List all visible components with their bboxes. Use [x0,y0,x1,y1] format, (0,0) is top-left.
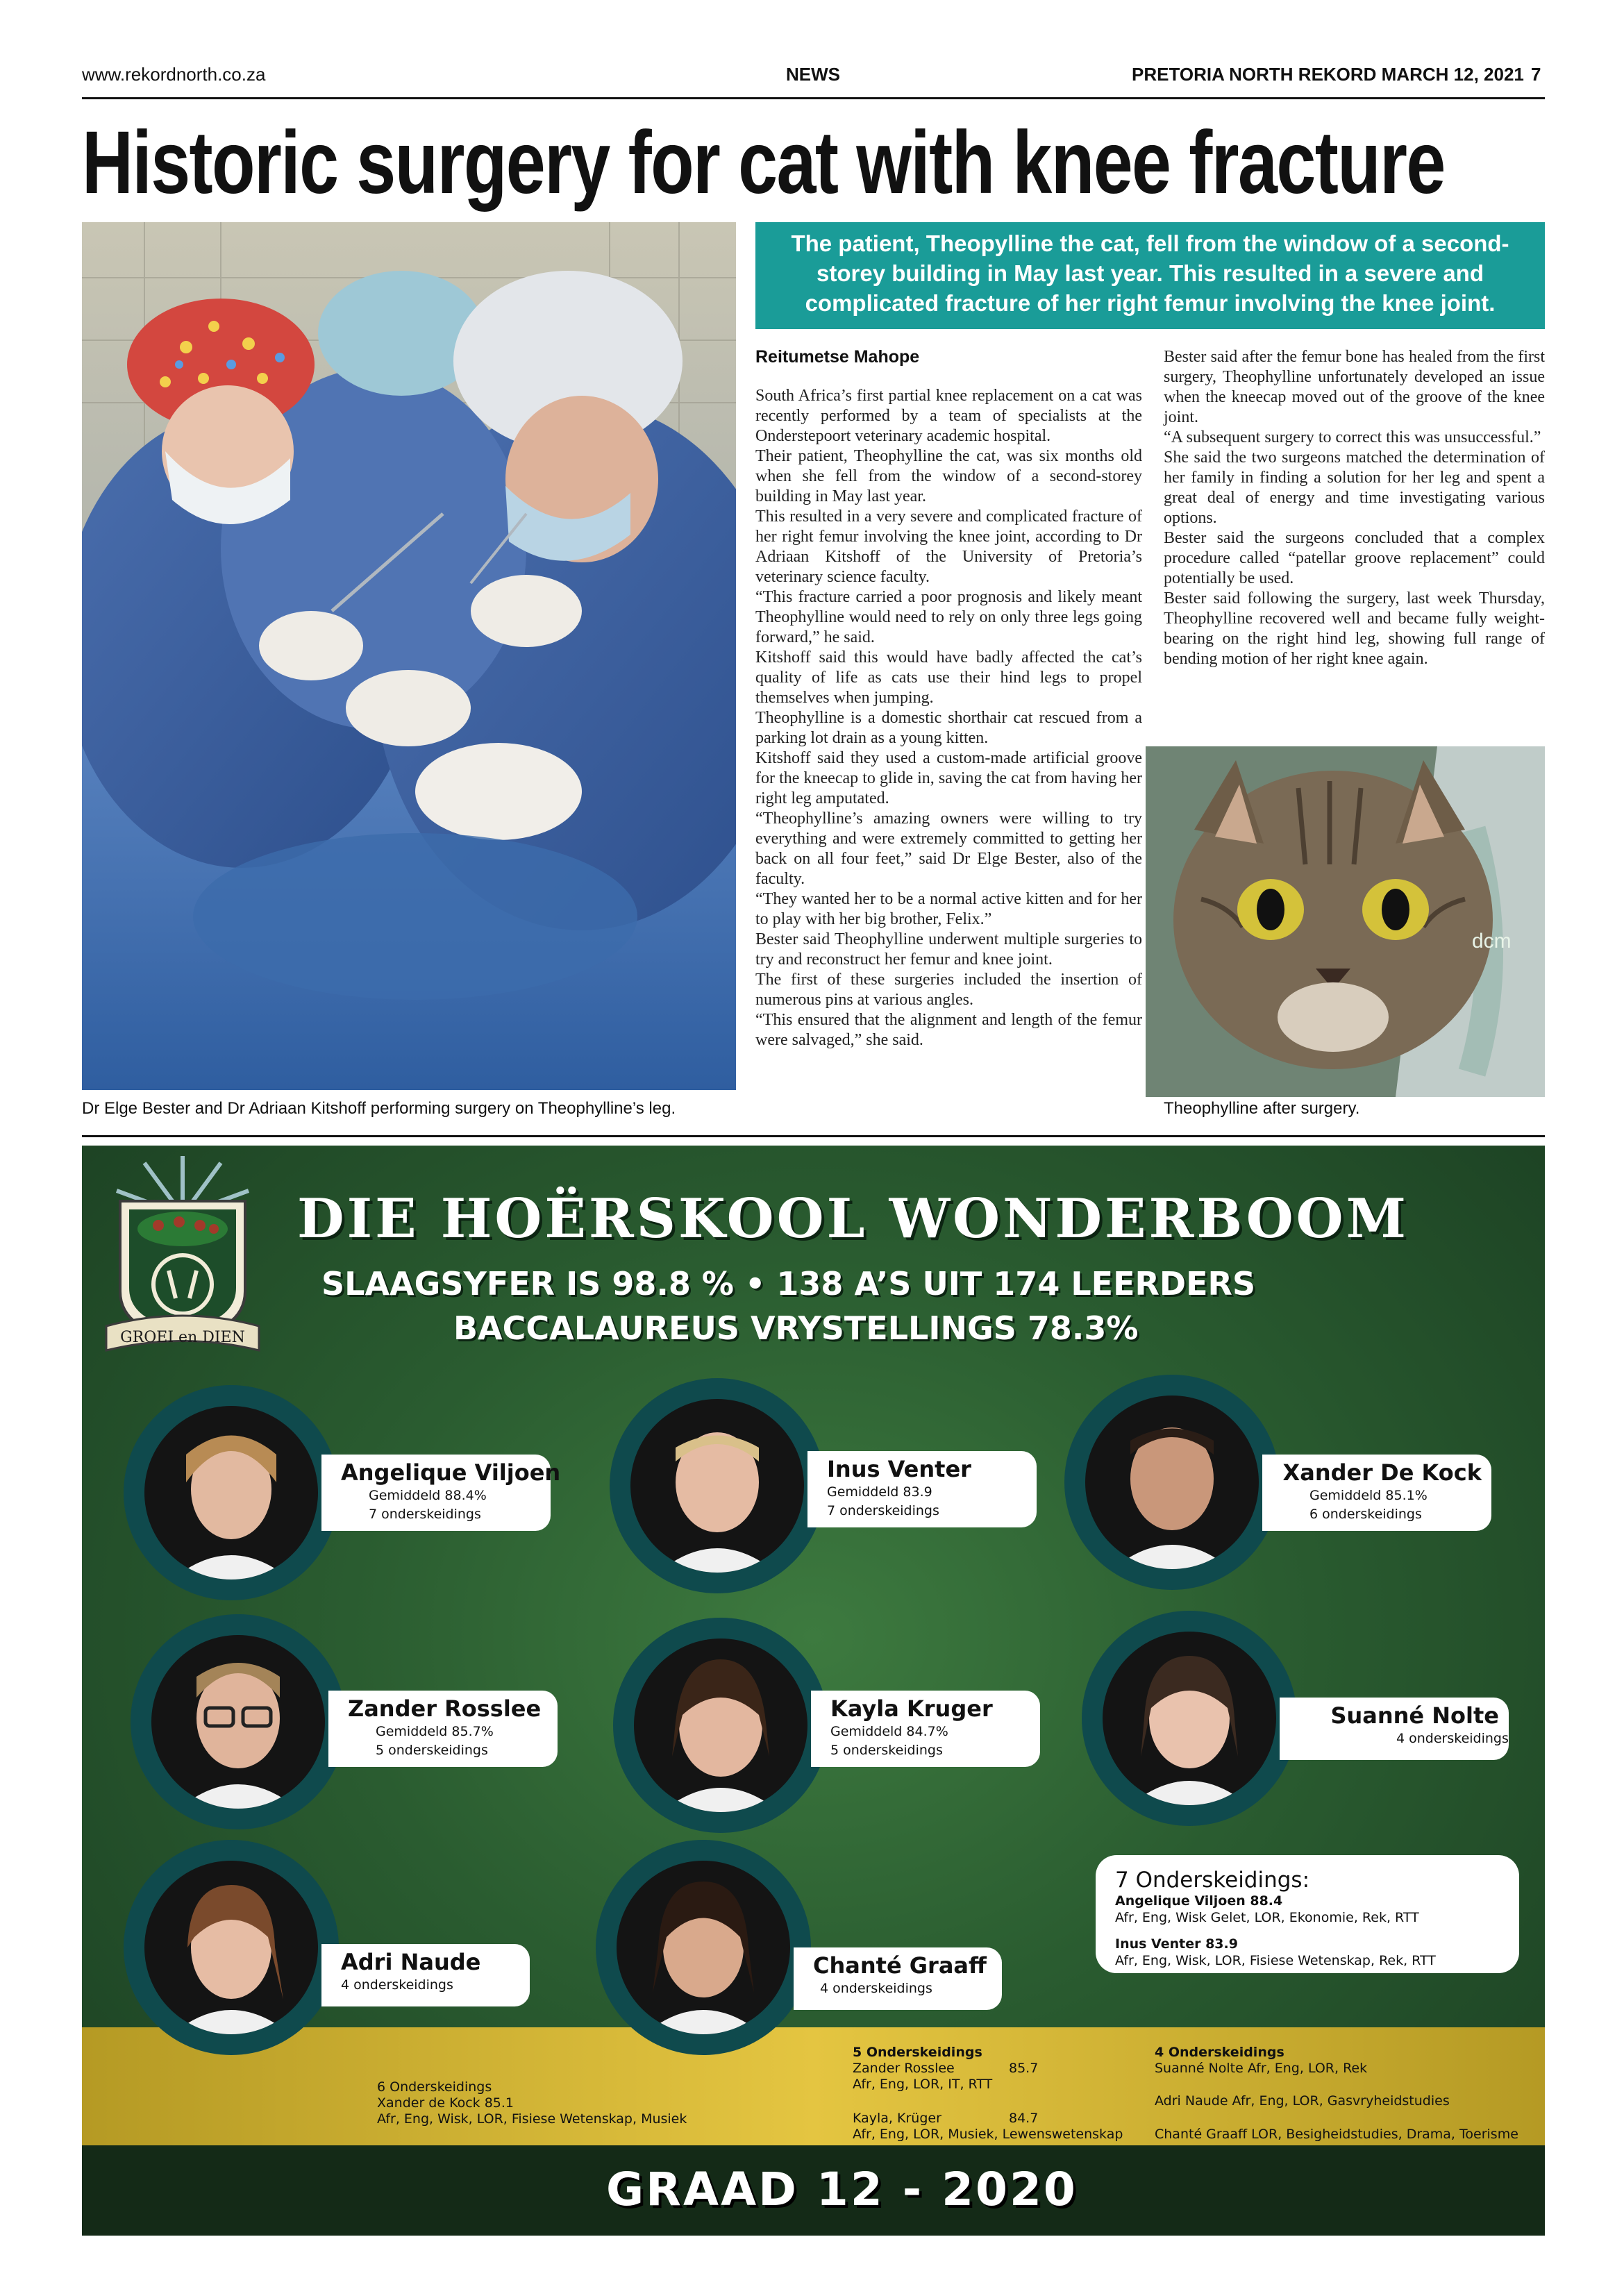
student-distinctions: 7 onderskeidings [369,1507,481,1522]
four-a: Suanné Nolte Afr, Eng, LOR, Rek [1155,2061,1368,2076]
student-photo [1085,1396,1259,1569]
crest-graphic [103,1153,262,1361]
seven-distinctions-box [1096,1855,1519,1973]
five-b-score: 84.7 [1009,2111,1039,2126]
bachelor-pass-line: BACCALAUREUS VRYSTELLINGS 78.3% [453,1309,1139,1347]
student-name: Suanné Nolte [1330,1702,1499,1729]
school-crest [103,1153,262,1361]
article-column-2: Bester said after the femur bone has healed from the first surgery, Theophylline unfortunately developed an issue when the kneecap moved out of the groove of the knee joint. “A subsequent surgery to correct this was unsuccessful.” She said the two surgeons matched the determination of her family in finding a solution for her leg and spent a great deal of energy and time investigating various options. Bester said the surgeons concluded that a complex procedure called “patellar groove replacement” could potentially be used. Bester said following the surgery, last week Thursday, Theophylline recovered well and became fully weight-bearing on the right hind leg, showing full range of bending motion of her right knee again. [1164,348,1545,668]
byline: Reitumetse Mahope [755,347,920,367]
article-column-1: South Africa’s first partial knee replacement on a cat was recently performed by a team of specialists at the Onderstepoort veterinary academic hospital. Their patient, Theophylline the cat, was six months old when she fell from the window of a second-storey building in May last year. This resulted in a very severe and complicated fracture of her right femur involving the knee joint, according to Dr Adriaan Kitshoff of the University of Pretoria’s veterinary science faculty. “This fracture carried a poor prognosis and likely meant Theophylline would need to rely on only three legs going forward,” he said. Kitshoff said this would have badly affected the cat’s quality of life as cats use their hind legs to propel themselves when jumping. Theophylline is a domestic shorthair cat rescued from a parking lot drain as a young kitten. Kitshoff said they used a custom-made artificial groove for the kneecap to glide in, saving the cat from having her right leg amputated. “Theophylline’s amazing owners were willing to try everything and were extremely committed to getting her back on all four feet,” said Dr Elge Bester, also of the faculty. “They wanted her to be a normal active kitten and for her to play with her big brother, Felix.” Bester said Theophylline underwent multiple surgeries to try and reconstruct her femur and knee joint. The first of these surgeries included the insertion of numerous pins at various angles. “This ensured that the alignment and length of the femur were salvaged,” she said. [755,387,1142,1049]
student-distinctions: 5 onderskeidings [830,1743,943,1758]
five-a-name: Zander Rosslee [853,2061,955,2076]
student-distinctions: 5 onderskeidings [376,1743,488,1758]
student-photo [144,1406,318,1579]
student-name: Chanté Graaff [813,1952,987,1979]
page-number: 7 [1531,64,1541,85]
student-photo [617,1861,790,2034]
student-average: Gemiddeld 85.1% [1309,1488,1428,1503]
student-card [794,1947,1002,2010]
student-photo [1103,1632,1276,1805]
student-average: Gemiddeld 88.4% [369,1488,487,1503]
seven-a-name: Angelique Viljoen 88.4 [1115,1893,1283,1909]
website-url: www.rekordnorth.co.za [82,64,266,85]
four-c: Chanté Graaff LOR, Besigheidstudies, Drama, Toerisme [1155,2127,1518,2142]
five-b-name: Kayla, Krüger [853,2111,941,2126]
student-average: Gemiddeld 84.7% [830,1724,948,1739]
standfirst-box: The patient, Theopylline the cat, fell from the window of a second-storey building in May last year. This resulted in a severe and complicated fracture of her right femur involving the knee joint. [755,222,1545,329]
student-name: Kayla Kruger [830,1695,993,1722]
section-divider [82,1135,1545,1137]
school-name: DIE HOËRSKOOL WONDERBOOM [297,1187,1409,1250]
student-card [807,1451,1037,1527]
headline: Historic surgery for cat with knee fracture [82,113,1445,212]
student-name: Inus Venter [827,1456,971,1482]
seven-heading: 7 Onderskeidings: [1115,1868,1310,1893]
graduation-year: GRAAD 12 - 2020 [606,2163,1078,2216]
student-distinctions: 4 onderskeidings [341,1977,453,1993]
student-name: Xander De Kock [1282,1459,1482,1486]
student-card [321,1455,561,1531]
six-distinctions-text: 6 Onderskeidings Xander de Kock 85.1 Afr, Eng, Wisk, LOR, Fisiese Wetenskap, Musiek [377,2079,687,2127]
student-card [321,1944,530,2006]
cat-photo [1146,746,1545,1097]
section-label: NEWS [786,64,840,85]
seven-b-name: Inus Venter 83.9 [1115,1936,1238,1952]
student-card [811,1691,1040,1767]
seven-b-subjects: Afr, Eng, Wisk, LOR, Fisiese Wetenskap, Rek, RTT [1115,1953,1436,1968]
student-photo [634,1639,807,1812]
student-photo [630,1399,804,1573]
five-b-subjects: Afr, Eng, LOR, Musiek, Lewenswetenskap [853,2127,1123,2142]
surgery-photo [82,222,736,1090]
school-advert [82,1146,1545,2236]
student-name: Adri Naude [341,1949,481,1975]
student-average: Gemiddeld 83.9 [827,1484,932,1500]
publication-date: PRETORIA NORTH REKORD MARCH 12, 2021 [1132,64,1524,85]
student-photo [144,1861,318,2034]
student-average: Gemiddeld 85.7% [376,1724,494,1739]
student-distinctions: 4 onderskeidings [820,1981,932,1996]
five-a-subjects: Afr, Eng, LOR, IT, RTT [853,2077,993,2092]
four-b: Adri Naude Afr, Eng, LOR, Gasvryheidstudies [1155,2093,1450,2109]
surgery-caption: Dr Elge Bester and Dr Adriaan Kitshoff performing surgery on Theophylline’s leg. [82,1099,676,1118]
student-name: Zander Rosslee [348,1695,542,1722]
pass-rate-line: SLAAGSYFER IS 98.8 % • 138 A’S UIT 174 LEERDERS [321,1265,1256,1302]
student-distinctions: 6 onderskeidings [1309,1507,1422,1522]
five-a-score: 85.7 [1009,2061,1039,2076]
student-card [1280,1698,1509,1760]
cat-caption: Theophylline after surgery. [1164,1099,1360,1118]
five-heading: 5 Onderskeidings [853,2045,982,2060]
student-photo [151,1635,325,1809]
cat-collar-text: dcm [1472,930,1512,953]
student-distinctions: 4 onderskeidings [1396,1731,1509,1746]
student-name: Angelique Viljoen [341,1459,561,1486]
student-distinctions: 7 onderskeidings [827,1503,939,1518]
surgery-photo-illustration [82,222,736,1090]
four-heading: 4 Onderskeidings [1155,2045,1284,2060]
seven-a-subjects: Afr, Eng, Wisk Gelet, LOR, Ekonomie, Rek, RTT [1115,1910,1419,1925]
masthead-rule [82,97,1545,99]
student-card [1262,1455,1491,1531]
student-card [328,1691,558,1767]
crest-motto: GROEI en DIEN [120,1329,245,1346]
cat-photo-illustration [1146,746,1545,1097]
